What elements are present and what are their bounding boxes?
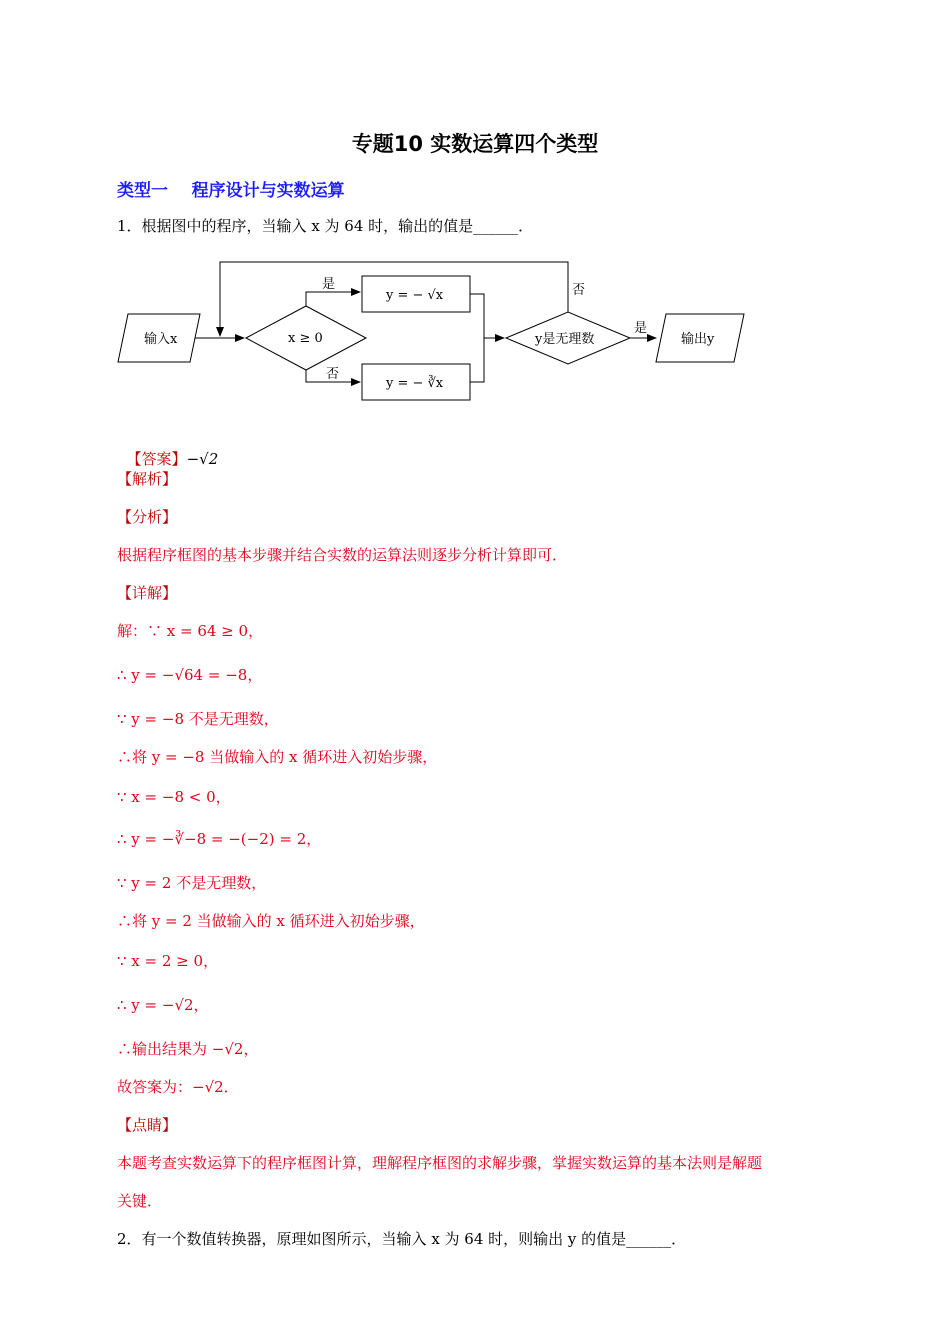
check-yes-label: 是 bbox=[634, 321, 648, 336]
step-4: ∴将 y = −8 当做输入的 x 循环进入初始步骤， bbox=[117, 748, 438, 766]
step-1: 解：∵ x = 64 ≥ 0， bbox=[117, 622, 264, 640]
output-label: 输出y bbox=[681, 332, 715, 347]
answer-value: −√2 bbox=[186, 450, 219, 468]
check-no-label: 否 bbox=[572, 283, 586, 298]
step-2: ∴ y = −√64 = −8， bbox=[117, 666, 263, 684]
step-11: ∴输出结果为 −√2， bbox=[117, 1040, 259, 1058]
question-1: 1．根据图中的程序，当输入 x 为 64 时，输出的值是______． bbox=[117, 217, 534, 235]
step-9: ∵ x = 2 ≥ 0， bbox=[117, 952, 219, 970]
box-cbrt-label: y = − ∛x bbox=[386, 376, 444, 391]
branch-no-label: 否 bbox=[326, 367, 340, 382]
input-label: 输入x bbox=[144, 332, 178, 347]
dianjing-label: 【点睛】 bbox=[117, 1116, 178, 1134]
step-6: ∴ y = −∛−8 = −(−2) = 2， bbox=[117, 830, 322, 848]
branch-yes-label: 是 bbox=[322, 277, 336, 292]
dianjing-text-2: 关键． bbox=[117, 1192, 163, 1210]
fenxi-label: 【分析】 bbox=[117, 508, 178, 526]
fenxi-text: 根据程序框图的基本步骤并结合实数的运算法则逐步分析计算即可． bbox=[117, 546, 568, 564]
step-3: ∵ y = −8 不是无理数， bbox=[117, 710, 279, 728]
step-8: ∴将 y = 2 当做输入的 x 循环进入初始步骤， bbox=[117, 912, 425, 930]
step-7: ∵ y = 2 不是无理数， bbox=[117, 874, 267, 892]
detail-label: 【详解】 bbox=[117, 584, 178, 602]
step-12: 故答案为：−√2． bbox=[117, 1078, 239, 1096]
question-2: 2．有一个数值转换器，原理如图所示，当输入 x 为 64 时，则输出 y 的值是______． bbox=[117, 1230, 687, 1248]
dianjing-text-1: 本题考查实数运算下的程序框图计算，理解程序框图的求解步骤，掌握实数运算的基本法则是解题 bbox=[117, 1154, 763, 1172]
analysis-label: 【解析】 bbox=[117, 470, 178, 488]
step-5: ∵ x = −8 < 0， bbox=[117, 788, 231, 806]
check-label: y是无理数 bbox=[535, 332, 595, 347]
answer-row bbox=[117, 430, 218, 469]
box-sqrt-label: y = − √x bbox=[386, 288, 444, 303]
answer-label: 【答案】 bbox=[126, 450, 187, 468]
step-10: ∴ y = −√2， bbox=[117, 996, 209, 1014]
page-title: 专题10 实数运算四个类型 bbox=[351, 132, 599, 156]
flowchart bbox=[110, 252, 760, 412]
condition-label: x ≥ 0 bbox=[288, 331, 323, 346]
section-heading: 类型一 程序设计与实数运算 bbox=[117, 181, 345, 201]
